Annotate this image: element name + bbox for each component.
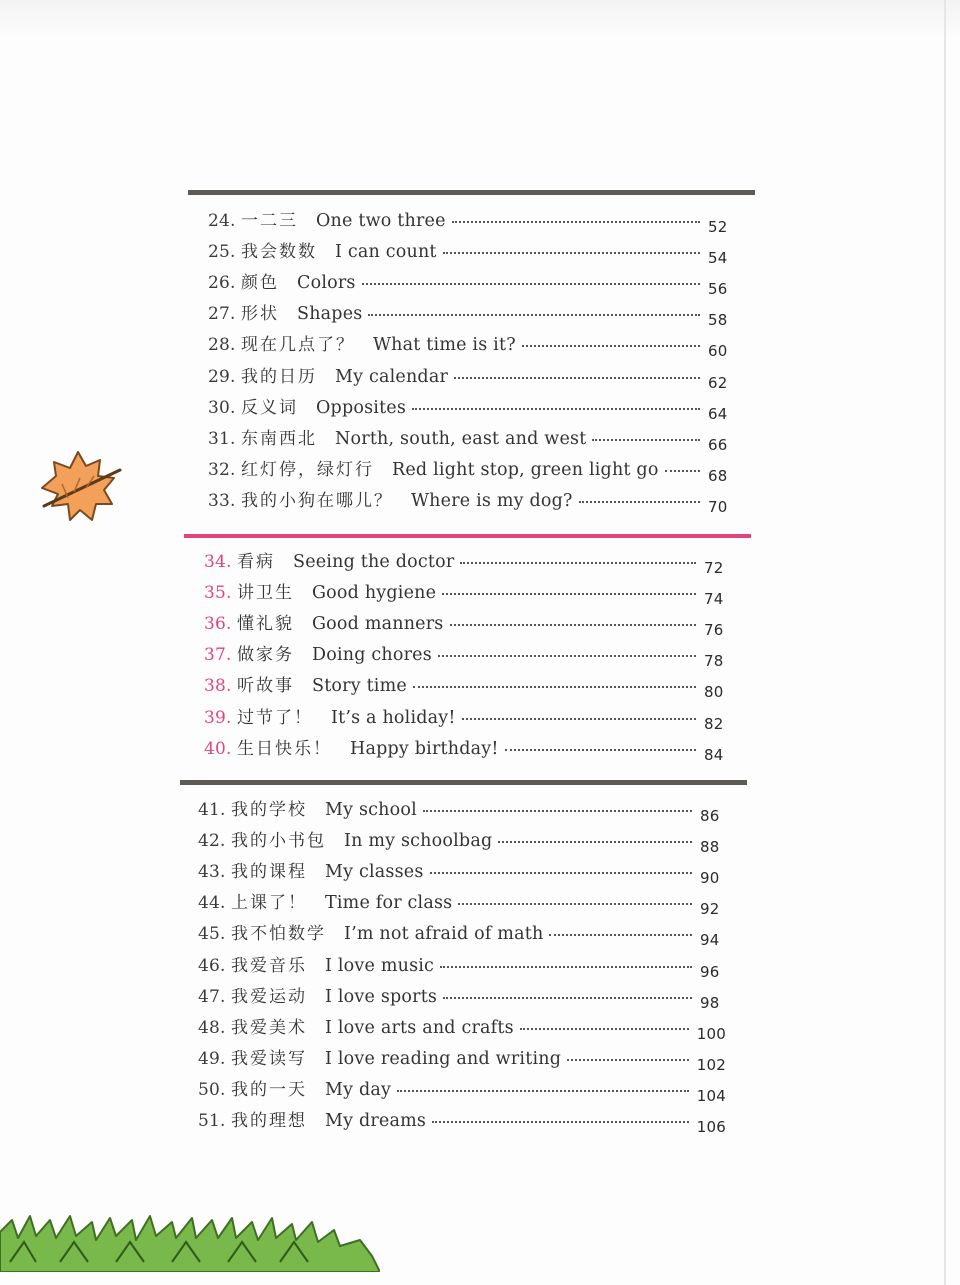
toc-entry-english-title: Story time xyxy=(312,676,407,697)
toc-entry-number: 35. xyxy=(204,583,232,604)
toc-entry-english-title: Colors xyxy=(297,273,356,294)
toc-entry-page-number: 84 xyxy=(704,745,724,764)
toc-entry-number: 30. xyxy=(208,397,236,418)
toc-entry-chinese-title: 过节了！ xyxy=(237,707,313,728)
toc-entry-chinese-title: 我的理想 xyxy=(231,1111,307,1131)
toc-dot-leader xyxy=(443,997,692,999)
toc-entry-english-title: North, south, east and west xyxy=(335,428,587,449)
toc-entry-number: 34. xyxy=(204,552,232,572)
toc-entry-page-number: 72 xyxy=(704,559,724,577)
toc-entry-number: 47. xyxy=(198,986,226,1007)
toc-entry-page-number: 56 xyxy=(708,280,728,299)
toc-entry-page-number: 66 xyxy=(708,435,728,454)
toc-entry[interactable] xyxy=(204,734,730,765)
toc-dot-leader xyxy=(438,655,696,657)
toc-dot-leader xyxy=(413,686,696,688)
toc-entry[interactable] xyxy=(198,951,726,982)
section-divider-bottom xyxy=(180,780,747,785)
toc-entry-english-title: My dreams xyxy=(325,1111,427,1131)
toc-entry-number: 29. xyxy=(208,366,236,387)
toc-entry-english-title: I love reading and writing xyxy=(325,1048,562,1069)
toc-entry-chinese-title: 我的小书包 xyxy=(231,831,326,852)
toc-entry-chinese-title: 反义词 xyxy=(241,397,298,418)
toc-entry-number: 33. xyxy=(208,490,236,511)
toc-entry-page-number: 80 xyxy=(704,683,724,702)
toc-entry-chinese-title: 我爱美术 xyxy=(231,1017,307,1038)
toc-entry-number: 41. xyxy=(198,800,226,820)
toc-entry-chinese-title: 生日快乐！ xyxy=(237,738,332,759)
toc-entry-chinese-title: 看病 xyxy=(237,552,275,572)
toc-entry-english-title: I can count xyxy=(335,242,437,263)
toc-entry-page-number: 68 xyxy=(708,466,728,485)
toc-entry-page-number: 98 xyxy=(700,993,720,1012)
toc-entry-english-title: I love arts and crafts xyxy=(325,1017,514,1038)
toc-entry-chinese-title: 我的学校 xyxy=(231,800,307,820)
toc-dot-leader xyxy=(665,470,700,472)
toc-entry-chinese-title: 我的课程 xyxy=(231,862,307,883)
toc-dot-leader xyxy=(454,377,700,379)
toc-entry[interactable] xyxy=(204,609,730,640)
toc-entry-page-number: 100 xyxy=(696,1024,726,1043)
toc-entry-page-number: 64 xyxy=(708,404,728,423)
toc-entry-chinese-title: 讲卫生 xyxy=(237,583,294,604)
toc-entry-number: 42. xyxy=(198,831,226,852)
toc-entry[interactable] xyxy=(198,888,726,919)
toc-dot-leader xyxy=(443,252,700,254)
toc-entry-english-title: My classes xyxy=(325,862,424,883)
toc-entry-english-title: My day xyxy=(325,1079,392,1100)
toc-entry-number: 49. xyxy=(198,1048,226,1069)
toc-dot-leader xyxy=(462,718,696,720)
toc-entry-english-title: I love sports xyxy=(325,986,438,1007)
toc-entry[interactable] xyxy=(208,237,734,268)
toc-entry-page-number: 60 xyxy=(708,342,728,361)
toc-entry-english-title: I’m not afraid of math xyxy=(344,924,544,945)
toc-dot-leader xyxy=(432,1121,689,1123)
toc-entry-number: 27. xyxy=(208,304,236,325)
toc-entry-page-number: 76 xyxy=(704,621,724,640)
toc-entry-chinese-title: 我爱运动 xyxy=(231,986,307,1007)
grass-border-icon xyxy=(0,1212,380,1272)
toc-entry[interactable] xyxy=(198,857,726,888)
toc-entry-number: 26. xyxy=(208,273,236,294)
toc-entry-number: 43. xyxy=(198,862,226,883)
toc-entry[interactable] xyxy=(198,826,726,857)
toc-entry-english-title: Seeing the doctor xyxy=(293,552,455,572)
toc-entry-number: 51. xyxy=(198,1111,226,1131)
toc-entry[interactable] xyxy=(198,1075,726,1106)
toc-entry[interactable] xyxy=(208,455,734,486)
toc-entry[interactable] xyxy=(204,703,730,734)
toc-entry-chinese-title: 做家务 xyxy=(237,645,294,666)
toc-entry-english-title: I love music xyxy=(325,955,435,976)
toc-entry-chinese-title: 一二三 xyxy=(241,211,298,231)
toc-entry[interactable] xyxy=(204,547,730,578)
toc-entry-english-title: Opposites xyxy=(316,397,407,418)
toc-entry-english-title: Shapes xyxy=(297,304,363,325)
toc-entry-english-title: It’s a holiday! xyxy=(331,707,456,728)
toc-entry-page-number: 78 xyxy=(704,652,724,671)
toc-entry-page-number: 86 xyxy=(700,807,720,825)
toc-entry[interactable] xyxy=(198,795,726,826)
toc-entry[interactable] xyxy=(208,486,734,517)
toc-dot-leader xyxy=(592,439,700,441)
toc-dot-leader xyxy=(423,810,692,812)
toc-dot-leader xyxy=(579,501,700,503)
toc-entry[interactable] xyxy=(198,919,726,950)
toc-entry-page-number: 106 xyxy=(696,1118,726,1136)
toc-entry[interactable] xyxy=(204,671,730,702)
toc-entry[interactable] xyxy=(198,1044,726,1075)
toc-dot-leader xyxy=(567,1059,689,1061)
toc-entry-english-title: Doing chores xyxy=(312,645,432,666)
toc-entry-number: 50. xyxy=(198,1079,226,1100)
toc-entry-english-title: Time for class xyxy=(325,893,453,914)
toc-entry-chinese-title: 懂礼貌 xyxy=(237,614,294,635)
toc-entry-number: 24. xyxy=(208,211,236,231)
toc-entry-english-title: Good manners xyxy=(312,614,444,635)
toc-entry-number: 44. xyxy=(198,893,226,914)
section-divider-pink xyxy=(184,534,751,538)
toc-dot-leader xyxy=(520,1028,689,1030)
toc-entry-number: 32. xyxy=(208,459,236,480)
toc-entry-chinese-title: 现在几点了？ xyxy=(241,335,355,356)
page-top-shadow xyxy=(0,0,960,40)
toc-entry-chinese-title: 形状 xyxy=(241,304,279,325)
toc-entry-number: 31. xyxy=(208,428,236,449)
toc-entry-chinese-title: 上课了！ xyxy=(231,893,307,914)
toc-dot-leader xyxy=(505,749,696,751)
toc-entry-page-number: 74 xyxy=(704,590,724,609)
toc-entry-english-title: Where is my dog? xyxy=(411,490,573,511)
section-divider-top xyxy=(188,190,755,195)
toc-entry-page-number: 82 xyxy=(704,714,724,733)
toc-entry-chinese-title: 红灯停，绿灯行 xyxy=(241,459,374,480)
toc-entry-chinese-title: 颜色 xyxy=(241,273,279,294)
toc-entry-number: 40. xyxy=(204,738,232,759)
toc-dot-leader xyxy=(430,872,693,874)
toc-entry-number: 37. xyxy=(204,645,232,666)
toc-entry-page-number: 52 xyxy=(708,218,728,236)
toc-entry-page-number: 102 xyxy=(696,1055,726,1074)
toc-entry-number: 39. xyxy=(204,707,232,728)
toc-entry-page-number: 70 xyxy=(708,497,728,516)
toc-entry-number: 38. xyxy=(204,676,232,697)
toc-entry-chinese-title: 我的日历 xyxy=(241,366,317,387)
toc-entry[interactable] xyxy=(204,578,730,609)
toc-entry-chinese-title: 我爱音乐 xyxy=(231,955,307,976)
toc-dot-leader xyxy=(442,593,696,595)
toc-entry[interactable] xyxy=(208,268,734,299)
toc-dot-leader xyxy=(450,624,697,626)
toc-entry-page-number: 54 xyxy=(708,249,728,268)
toc-entry-number: 45. xyxy=(198,924,226,945)
toc-entry-page-number: 58 xyxy=(708,311,728,330)
toc-entry[interactable] xyxy=(198,1106,726,1137)
toc-entry[interactable] xyxy=(208,424,734,455)
toc-entry-page-number: 88 xyxy=(700,838,720,857)
toc-entry[interactable] xyxy=(204,640,730,671)
page-edge xyxy=(944,0,946,1285)
toc-dot-leader xyxy=(440,966,692,968)
toc-entry-chinese-title: 我的一天 xyxy=(231,1079,307,1100)
toc-entry-chinese-title: 我会数数 xyxy=(241,242,317,263)
toc-entry-page-number: 94 xyxy=(700,931,720,950)
toc-dot-leader xyxy=(362,283,700,285)
toc-entry-chinese-title: 我不怕数学 xyxy=(231,924,326,945)
autumn-leaf-icon xyxy=(34,448,124,526)
toc-entry-chinese-title: 东南西北 xyxy=(241,428,317,449)
toc-entry-page-number: 92 xyxy=(700,900,720,919)
toc-dot-leader xyxy=(368,314,700,316)
toc-entry[interactable] xyxy=(208,299,734,330)
toc-entry-number: 48. xyxy=(198,1017,226,1038)
toc-dot-leader xyxy=(452,221,700,223)
toc-entry-english-title: In my schoolbag xyxy=(344,831,493,852)
toc-entry[interactable] xyxy=(198,1013,726,1044)
toc-entry-page-number: 104 xyxy=(696,1086,726,1105)
toc-entry[interactable] xyxy=(198,982,726,1013)
toc-dot-leader xyxy=(522,345,700,347)
toc-entry-chinese-title: 我的小狗在哪儿？ xyxy=(241,490,393,511)
toc-entry[interactable] xyxy=(208,393,734,424)
toc-entry-english-title: My calendar xyxy=(335,366,449,387)
toc-entry-english-title: Good hygiene xyxy=(312,583,437,604)
toc-entry-number: 25. xyxy=(208,242,236,263)
toc-entry-english-title: What time is it? xyxy=(373,335,516,356)
toc-dot-leader xyxy=(498,841,692,843)
toc-entry-page-number: 62 xyxy=(708,373,728,392)
toc-entry-page-number: 90 xyxy=(700,869,720,888)
toc-dot-leader xyxy=(549,934,692,936)
toc-entry-english-title: My school xyxy=(325,800,417,820)
toc-entry[interactable] xyxy=(208,330,734,361)
toc-dot-leader xyxy=(458,903,692,905)
toc-dot-leader xyxy=(460,562,696,564)
toc-entry-number: 36. xyxy=(204,614,232,635)
toc-entry-english-title: Red light stop, green light go xyxy=(392,459,659,480)
toc-entry-number: 28. xyxy=(208,335,236,356)
toc-entry-chinese-title: 听故事 xyxy=(237,676,294,697)
toc-entry-chinese-title: 我爱读写 xyxy=(231,1048,307,1069)
toc-entry[interactable] xyxy=(208,206,734,237)
toc-entry[interactable] xyxy=(208,362,734,393)
toc-entry-english-title: Happy birthday! xyxy=(350,738,499,759)
toc-dot-leader xyxy=(412,408,700,410)
toc-dot-leader xyxy=(397,1090,689,1092)
toc-entry-number: 46. xyxy=(198,955,226,976)
toc-entry-english-title: One two three xyxy=(316,211,446,231)
toc-entry-page-number: 96 xyxy=(700,962,720,981)
